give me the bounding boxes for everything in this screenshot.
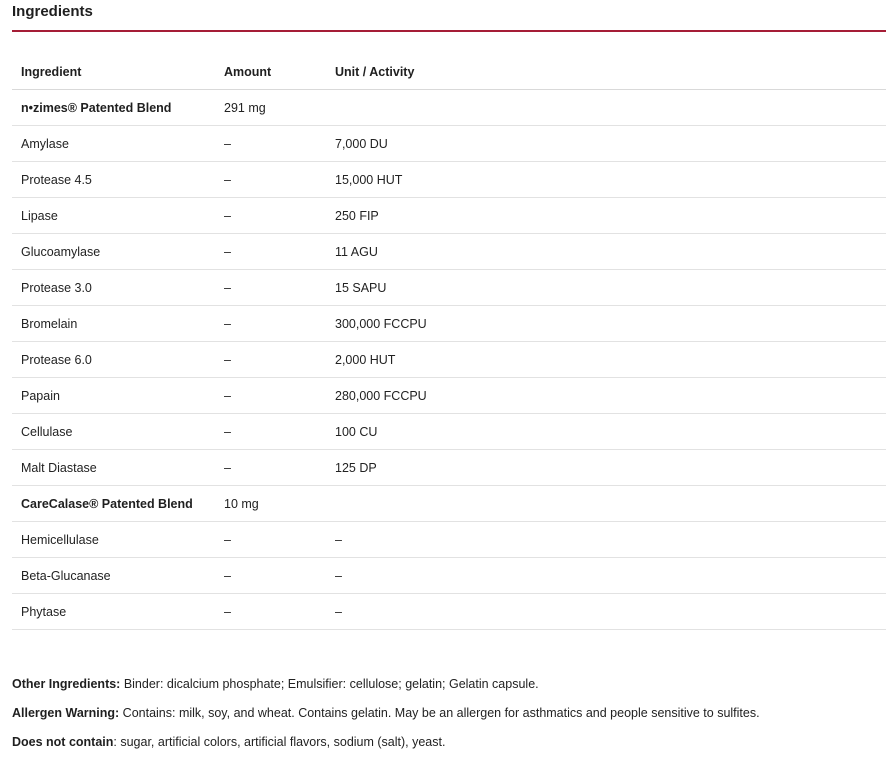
ingredient-cell: CareCalase® Patented Blend <box>12 486 215 522</box>
amount-cell: – <box>215 378 326 414</box>
ingredient-cell: Protease 4.5 <box>12 162 215 198</box>
ingredient-cell: Phytase <box>12 594 215 630</box>
amount-cell: – <box>215 594 326 630</box>
table-row <box>12 90 886 126</box>
title-divider <box>12 30 886 32</box>
allergen-warning-note <box>12 704 882 723</box>
notes-section <box>12 675 882 762</box>
unit-activity-cell: 250 FIP <box>326 198 886 234</box>
ingredient-cell: Bromelain <box>12 306 215 342</box>
unit-activity-cell: – <box>326 594 886 630</box>
table-row <box>12 306 886 342</box>
other-ingredients-label: Other Ingredients: <box>12 677 121 691</box>
unit-activity-cell: 100 CU <box>326 414 886 450</box>
table-row <box>12 126 886 162</box>
ingredient-cell: Malt Diastase <box>12 450 215 486</box>
amount-cell: 10 mg <box>215 486 326 522</box>
table-row <box>12 342 886 378</box>
ingredient-cell: Beta-Glucanase <box>12 558 215 594</box>
table-row <box>12 486 886 522</box>
header-unit-activity: Unit / Activity <box>326 54 886 90</box>
allergen-warning-text: Contains: milk, soy, and wheat. Contains gelatin. May be an allergen for asthmatics and people sensitive to sulfites. <box>119 706 760 720</box>
header-ingredient: Ingredient <box>12 54 215 90</box>
amount-cell: – <box>215 162 326 198</box>
unit-activity-cell: – <box>326 558 886 594</box>
does-not-contain-text: : sugar, artificial colors, artificial flavors, sodium (salt), yeast. <box>113 735 446 749</box>
amount-cell: – <box>215 306 326 342</box>
unit-activity-cell: 280,000 FCCPU <box>326 378 886 414</box>
amount-cell: – <box>215 414 326 450</box>
unit-activity-cell: – <box>326 522 886 558</box>
other-ingredients-note <box>12 675 882 694</box>
ingredient-cell: n•zimes® Patented Blend <box>12 90 215 126</box>
unit-activity-cell <box>326 486 886 522</box>
table-row <box>12 414 886 450</box>
unit-activity-cell: 7,000 DU <box>326 126 886 162</box>
ingredient-cell: Lipase <box>12 198 215 234</box>
table-header-row <box>12 54 886 90</box>
table-row <box>12 558 886 594</box>
unit-activity-cell: 125 DP <box>326 450 886 486</box>
unit-activity-cell: 11 AGU <box>326 234 886 270</box>
ingredient-cell: Hemicellulase <box>12 522 215 558</box>
amount-cell: – <box>215 450 326 486</box>
unit-activity-cell <box>326 90 886 126</box>
amount-cell: – <box>215 558 326 594</box>
other-ingredients-text: Binder: dicalcium phosphate; Emulsifier: cellulose; gelatin; Gelatin capsule. <box>120 677 539 691</box>
table-body <box>12 90 886 630</box>
table-row <box>12 378 886 414</box>
header-amount: Amount <box>215 54 326 90</box>
ingredient-cell: Glucoamylase <box>12 234 215 270</box>
ingredient-cell: Papain <box>12 378 215 414</box>
ingredient-cell: Cellulase <box>12 414 215 450</box>
table-row <box>12 270 886 306</box>
amount-cell: – <box>215 126 326 162</box>
amount-cell: – <box>215 198 326 234</box>
table-row <box>12 198 886 234</box>
table-row <box>12 594 886 630</box>
unit-activity-cell: 15,000 HUT <box>326 162 886 198</box>
table-row <box>12 162 886 198</box>
table-row <box>12 522 886 558</box>
amount-cell: 291 mg <box>215 90 326 126</box>
ingredient-cell: Amylase <box>12 126 215 162</box>
amount-cell: – <box>215 522 326 558</box>
table-row <box>12 234 886 270</box>
ingredient-cell: Protease 3.0 <box>12 270 215 306</box>
unit-activity-cell: 300,000 FCCPU <box>326 306 886 342</box>
allergen-warning-label: Allergen Warning: <box>12 706 120 720</box>
unit-activity-cell: 15 SAPU <box>326 270 886 306</box>
does-not-contain-note <box>12 733 882 752</box>
amount-cell: – <box>215 234 326 270</box>
does-not-contain-label: Does not contain <box>12 735 114 749</box>
ingredients-table <box>12 54 886 630</box>
table-row <box>12 450 886 486</box>
ingredient-cell: Protease 6.0 <box>12 342 215 378</box>
amount-cell: – <box>215 270 326 306</box>
amount-cell: – <box>215 342 326 378</box>
unit-activity-cell: 2,000 HUT <box>326 342 886 378</box>
section-title: Ingredients <box>12 3 93 20</box>
